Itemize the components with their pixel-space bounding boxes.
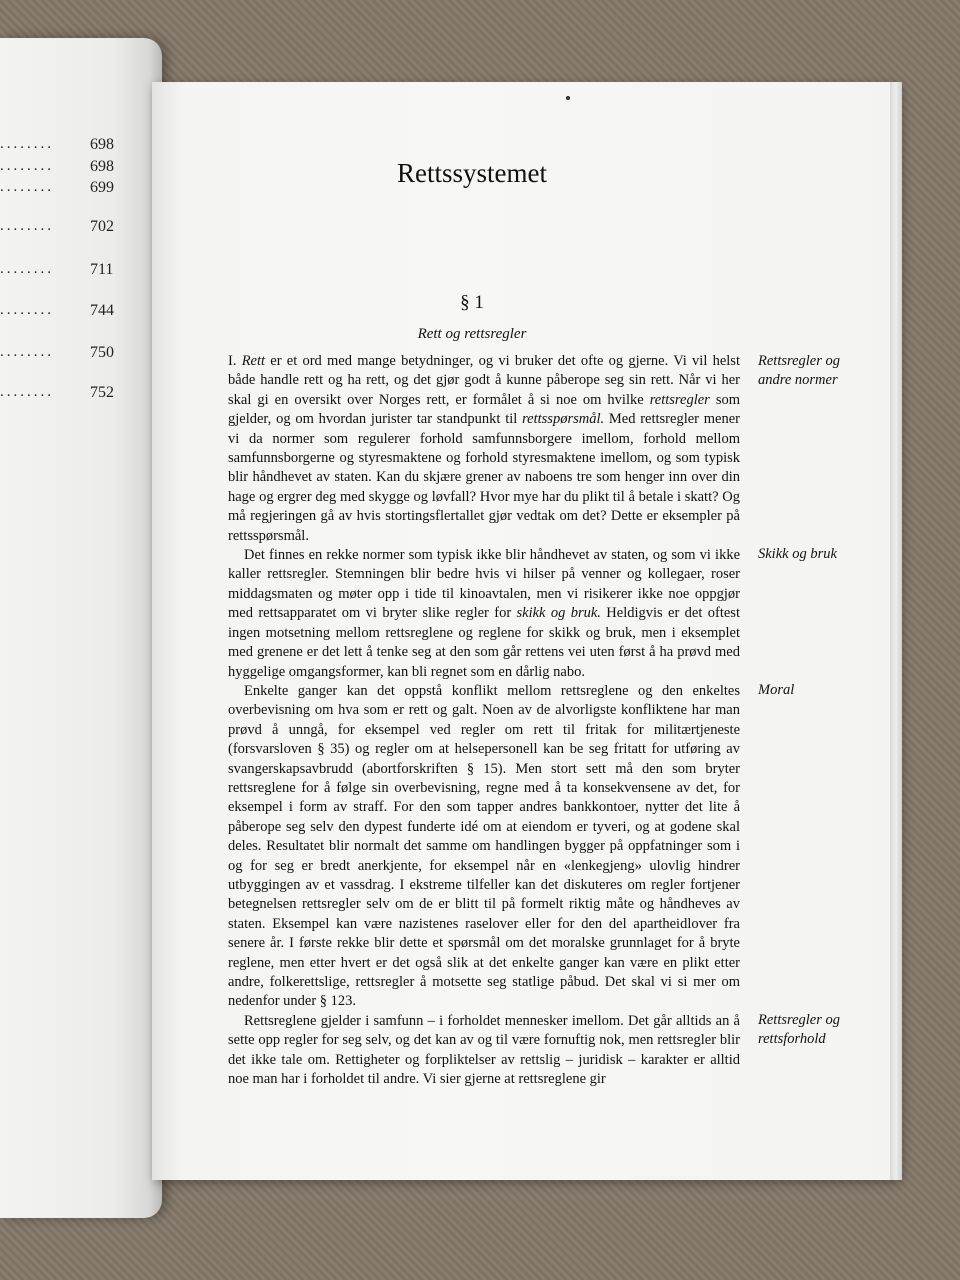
toc-page-number: 744 xyxy=(90,302,114,319)
toc-leader-dots: ........ xyxy=(0,302,54,318)
margin-note: Rettsregler og rettsforhold xyxy=(758,1012,841,1047)
right-page xyxy=(152,82,900,1180)
margin-note: Skikk og bruk xyxy=(758,546,837,562)
toc-leader-dots: ........ xyxy=(0,218,54,234)
text-run: som gjelder, og om hvordan jurister tar standpunkt til xyxy=(228,391,741,428)
toc-row xyxy=(0,136,120,160)
text-run: I. xyxy=(228,353,242,369)
page-edge xyxy=(890,82,902,1180)
text-run: Med rettsregler mener vi da normer som regulerer forhold samfunnsborgere imellom, forhold mellom samfunnsborgerne og styresmaktene og forhold styresmaktene imellom, og som typisk blir håndhevet av staten. Kan du skjære grener av naboens tre som henger inn over din hage og ergrer deg med skygge og løvfall? Hvor mye har du plikt til å betale i skatt? Og må regjeringen gå av hvis stortingsflertallet gjør vedtak om det? Dette er eksempler på rettsspørsmål. xyxy=(228,411,740,544)
emphasis: rettsspørsmål. xyxy=(522,411,605,428)
toc-row xyxy=(0,179,120,203)
emphasis: skikk og bruk. xyxy=(516,605,601,622)
toc-row xyxy=(0,302,120,326)
toc-row xyxy=(0,344,120,368)
margin-note: Moral xyxy=(758,682,795,698)
chapter-title: Rettssystemet xyxy=(397,158,547,188)
emphasis: Rett xyxy=(241,353,266,369)
paragraph: Rettsreglene gjelder i samfunn – i forholdet mennesker imellom. Det går alltids an å sette opp regler for seg selv, og det kan av og til være fornuftig nok, men rettsregler blir det ikke tale om. Rettigheter og forpliktelser av rettslig – juridisk – karakter er alltid noe man har i forholdet til andre. Vi sier gjerne at rettsreglene gir xyxy=(228,1012,740,1088)
text-run: Heldigvis er det oftest ingen motsetning mellom rettsreglene og reglene for skikk og bruk, men i eksemplet med grenene er det lett å tenke seg at den som går rettens vei uten først å ha prøvd med hyggelige omgangsformer, kan bli regnet som en dårlig nabo. xyxy=(228,605,740,680)
toc-page-number: 702 xyxy=(90,218,114,235)
toc-page-number: 711 xyxy=(90,261,114,278)
toc-leader-dots: ........ xyxy=(0,158,54,174)
emphasis: rettsregler xyxy=(649,391,710,408)
toc-leader-dots: ........ xyxy=(0,344,54,360)
left-page xyxy=(0,38,162,1218)
toc-row xyxy=(0,384,120,408)
toc-page-number: 750 xyxy=(90,344,114,361)
paragraph xyxy=(228,546,740,682)
toc-page-number: 752 xyxy=(90,384,114,401)
toc-row xyxy=(0,218,120,242)
text-run: Det finnes en rekke normer som typisk ikke blir håndhevet av staten, og som vi ikke kaller rettsregler. Stemningen blir bedre hvis vi hilser på venner og kollegaer, roser middagsmaten og møter opp i tide til kinoavtalen, men vi risikerer ikke noe oppgjør med rettsapparatet om vi bryter slike regler for xyxy=(228,547,740,622)
margin-note: Rettsregler og andre normer xyxy=(758,353,841,388)
section-title: Rett og rettsregler xyxy=(417,326,527,342)
paragraph xyxy=(228,352,740,546)
text-run: er et ord med mange betydninger, og vi bruker det ofte og gjerne. Vi vil helst både handle rett og ha rett, og det gjør godt å kunne påberope seg sin rett. Når vi her skal gi en oversikt over Norges rett, er formålet å si noe om hvilke xyxy=(228,353,740,408)
toc-leader-dots: ........ xyxy=(0,136,54,152)
body-text xyxy=(228,352,740,1089)
toc-leader-dots: ........ xyxy=(0,261,54,277)
paragraph: Enkelte ganger kan det oppstå konflikt mellom rettsreglene og den enkeltes overbevisning om hva som er rett og galt. Noen av de alvorligste konfliktene har man prøvd å unngå, for eksempel ved regler om rett til fritak for militærtjeneste (forsvarsloven § 35) og regler om at helsepersonell kan be seg fritatt for utføring av svangerskapsavbrudd (abortforskriften § 15). Men stort sett må den som bryter rettsreglene for å følge sin overbevisning, regne med å ta konsekvensene av det, for eksempel i form av straff. For den som tapper andres bankkontoer, nytter det lite å påberope seg selv den dypest funderte idé om at eiendom er tyveri, og at godene skal deles. Resultatet blir normalt det samme om handlingen bygger på oppfatninger som i og for seg er bredt anerkjente, for eksempel når en «lenkegjeng» ulovlig hindrer utbyggingen av et vassdrag. I ekstreme tilfeller kan det diskuteres om regler fortjener betegnelsen rettsregler selv om de er blitt til på formelt riktig måte og håndheves av staten. Eksempel kan være nazistenes raselover eller for den del apartheidlover fra senere år. I første rekke blir dette et spørsmål om det moralske grunnlaget for å bryte reglene, men etter hvert er det også slik at det enkelte ganger kan være en plikt etter andre, folkerettslige, rettsregler å motsette seg statlige påbud. Det skal vi si mer om nedenfor under § 123. xyxy=(228,682,740,1010)
toc-leader-dots: ........ xyxy=(0,179,54,195)
print-speck xyxy=(566,96,570,100)
toc-page-number: 698 xyxy=(90,136,114,153)
toc-page-number: 698 xyxy=(90,158,114,175)
toc-page-number: 699 xyxy=(90,179,114,196)
toc-leader-dots: ........ xyxy=(0,384,54,400)
toc-row xyxy=(0,261,120,285)
section-number: § 1 xyxy=(460,292,484,313)
